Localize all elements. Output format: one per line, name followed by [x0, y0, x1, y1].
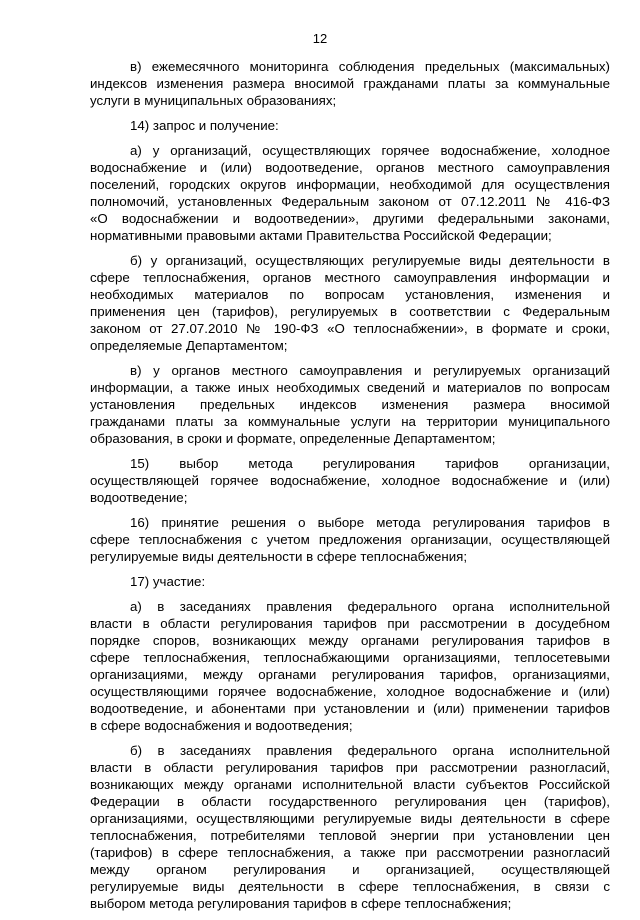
text-line: осуществляющими горячее водоснабжение, холодное водоснабжение и (или) [90, 684, 610, 699]
paragraph-item-17 [90, 573, 610, 590]
text-line: а) в заседаниях правления федерального органа исполнительной [130, 599, 610, 614]
text-line: осуществляющей горячее водоснабжение, холодное водоснабжение и (или) [90, 473, 610, 488]
text-line: б) в заседаниях правления федерального органа исполнительной [130, 743, 610, 758]
text-line: применения цен (тарифов), регулируемых в соответствии с Федеральным [90, 304, 610, 319]
paragraph-item-14v [90, 362, 610, 447]
text-line: а) у организаций, осуществляющих горячее водоснабжение, холодное [130, 143, 610, 158]
paragraph-item-14b [90, 252, 610, 354]
text-line: информации, а также иных необходимых сведений и материалов по вопросам [90, 380, 610, 395]
text-line: в) ежемесячного мониторинга соблюдения предельных (максимальных) [130, 59, 610, 74]
text-line: регулируемые виды деятельности в сфере теплоснабжения; [90, 549, 468, 564]
text-line: в сфере водоснабжения и водоотведения; [90, 718, 353, 733]
text-line: организациями, осуществляющими регулируемые виды деятельности в сфере [90, 811, 610, 826]
text-line: регулируемые виды деятельности в сфере теплоснабжения, в связи с [90, 879, 610, 894]
paragraph-item-16 [90, 514, 610, 565]
text-line: б) у организаций, осуществляющих регулируемые виды деятельности в [130, 253, 610, 268]
paragraph-item-17a [90, 598, 610, 734]
text-line: полномочий, установленных Федеральным законом от 07.12.2011 № 416-ФЗ [90, 194, 610, 209]
text-line: определяемые Департаментом; [90, 338, 288, 353]
text-line: власти в области регулирования тарифов при рассмотрении в досудебном [90, 616, 610, 631]
paragraph-item-17b [90, 742, 610, 912]
text-line: нормативными правовыми актами Правительства Российской Федерации; [90, 228, 552, 243]
text-line: (тарифов) в сфере теплоснабжения, а также при рассмотрении разногласий [90, 845, 610, 860]
text-line: сфере теплоснабжения, органов местного самоуправления информации и [90, 270, 610, 285]
text-line: гражданами платы за коммунальные услуги на территории муниципального [90, 414, 610, 429]
paragraph-item-13v [90, 58, 610, 109]
text-line: законом от 27.07.2010 № 190-ФЗ «О теплоснабжении», в формате и сроки, [90, 321, 610, 336]
paragraph-item-14 [90, 117, 610, 134]
text-line: водоснабжение и (или) водоотведение, органов местного самоуправления [90, 160, 610, 175]
paragraph-item-15 [90, 455, 610, 506]
text-line: водоотведение; [90, 490, 188, 505]
text-line: 17) участие: [130, 574, 206, 589]
text-line: необходимых материалов по вопросам установления, изменения и [90, 287, 610, 302]
paragraph-item-14a [90, 142, 610, 244]
text-line: образования, в сроки и формате, определенные Департаментом; [90, 431, 496, 446]
document-body [90, 58, 610, 920]
text-line: власти в области регулирования тарифов при рассмотрении разногласий, [90, 760, 610, 775]
text-line: сфере теплоснабжения с учетом предложения организации, осуществляющей [90, 532, 610, 547]
text-line: выбором метода регулирования тарифов в сфере теплоснабжения; [90, 896, 512, 911]
text-line: между органом регулирования и организацией, осуществляющей [90, 862, 610, 877]
text-line: «О водоснабжении и водоотведении», другими федеральными законами, [90, 211, 610, 226]
text-line: 14) запрос и получение: [130, 118, 279, 133]
text-line: возникающих между органами исполнительной власти субъектов Российской [90, 777, 610, 792]
text-line: 16) принятие решения о выборе метода регулирования тарифов в [130, 515, 610, 530]
text-line: Федерации в области государственного регулирования цен (тарифов), [90, 794, 610, 809]
text-line: индексов изменения размера вносимой гражданами платы за коммунальные [90, 76, 610, 91]
text-line: 15) выбор метода регулирования тарифов организации, [130, 456, 610, 471]
text-line: в) у органов местного самоуправления и регулируемых организаций [130, 363, 610, 378]
page-number: 12 [312, 31, 328, 46]
text-line: услуги в муниципальных образованиях; [90, 93, 337, 108]
text-line: водоотведение, и абонентами при установлении и (или) применении тарифов [90, 701, 610, 716]
text-line: организациями, между органами регулирования тарифов, организациями, [90, 667, 610, 682]
text-line: поселений, городских округов информации, необходимой для осуществления [90, 177, 610, 192]
text-line: порядке споров, возникающих между органами регулирования тарифов в [90, 633, 610, 648]
text-line: теплоснабжения, потребителями тепловой энергии при установлении цен [90, 828, 610, 843]
text-line: установления предельных индексов изменения размера вносимой [90, 397, 610, 412]
text-line: сфере теплоснабжения, теплоснабжающими организациями, теплосетевыми [90, 650, 610, 665]
